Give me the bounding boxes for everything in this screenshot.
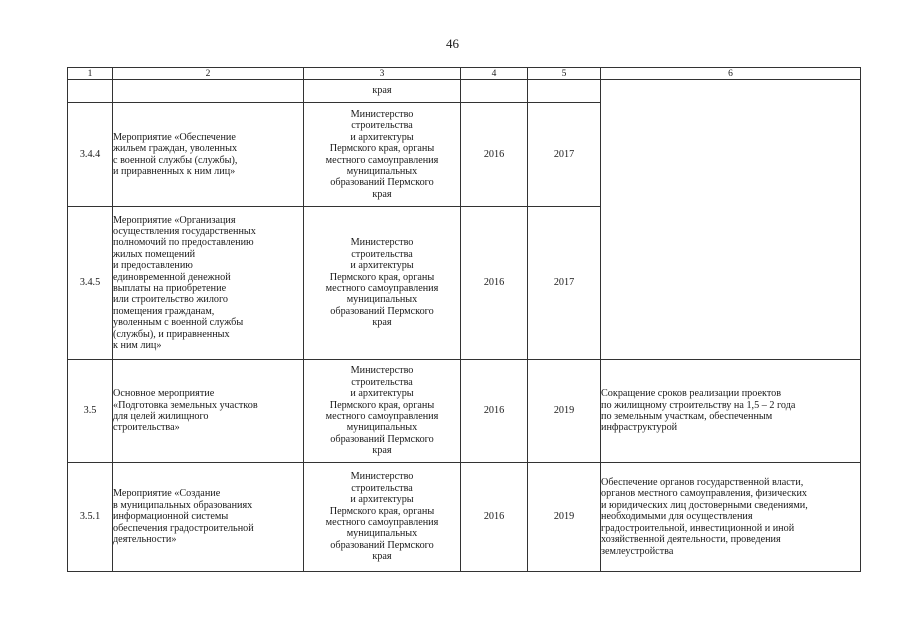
text-line: Сокращение сроков реализации проектов <box>601 388 782 400</box>
result-cell-empty <box>601 80 861 360</box>
text-line: Министерство <box>350 365 414 377</box>
text-line: по земельным участкам, обеспеченным <box>601 411 773 422</box>
text-line: местного самоуправления <box>325 283 439 294</box>
continuation-text: края <box>304 80 461 103</box>
text-line: Министерство <box>350 237 414 249</box>
text-line: осуществления государственных <box>113 225 256 237</box>
item-executor <box>304 463 461 572</box>
text-line: органов местного самоуправления, физических <box>601 488 807 500</box>
text-line: полномочий по предоставлению <box>113 237 254 249</box>
text-line: помещения гражданам, <box>113 305 215 317</box>
text-line: местного самоуправления <box>325 411 439 422</box>
year-end: 2019 <box>528 463 601 572</box>
text-line: муниципальных <box>346 528 418 540</box>
text-line: края <box>372 551 392 563</box>
text-line: и приравненных к ним лиц» <box>113 165 236 177</box>
year-end: 2017 <box>528 103 601 207</box>
text-line: с военной службы (службы), <box>113 154 238 166</box>
item-result <box>601 463 861 572</box>
text-line: муниципальных <box>346 165 418 177</box>
column-header: 3 <box>304 68 461 80</box>
table-cell <box>528 80 601 103</box>
text-line: хозяйственной деятельности, проведения <box>601 534 781 546</box>
text-line: единовременной денежной <box>113 271 231 283</box>
text-line: Мероприятие «Организация <box>113 214 236 226</box>
table-cell <box>113 80 304 103</box>
text-line: жильем граждан, уволенных <box>113 143 238 155</box>
item-number: 3.5.1 <box>68 463 113 572</box>
text-line: муниципальных <box>346 422 418 434</box>
text-line: Основное мероприятие <box>113 388 215 400</box>
text-line: выплаты на приобретение <box>113 283 227 294</box>
item-executor <box>304 360 461 463</box>
column-number-row <box>68 68 861 80</box>
item-name <box>113 207 304 360</box>
text-line: и предоставлению <box>113 260 193 272</box>
year-start: 2016 <box>461 207 528 360</box>
text-line: уволенным с военной службы <box>113 317 244 329</box>
text-line: Министерство <box>350 108 414 120</box>
text-line: жилых помещений <box>113 248 196 260</box>
program-table <box>67 67 861 572</box>
text-line: Пермского края, органы <box>329 271 435 283</box>
table-row <box>68 463 861 572</box>
text-line: Пермского края, органы <box>329 143 435 155</box>
text-line: образований Пермского <box>330 177 434 189</box>
column-header: 4 <box>461 68 528 80</box>
text-line: и архитектуры <box>350 260 414 272</box>
text-line: строительства <box>351 248 413 260</box>
item-name <box>113 463 304 572</box>
text-line: местного самоуправления <box>325 154 439 166</box>
year-end: 2017 <box>528 207 601 360</box>
text-line: Пермского края, органы <box>329 399 435 411</box>
item-result <box>601 360 861 463</box>
text-line: по жилищному строительству на 1,5 – 2 года <box>601 399 796 411</box>
column-header: 1 <box>68 68 113 80</box>
column-header: 2 <box>113 68 304 80</box>
table-cell <box>68 80 113 103</box>
text-line: образований Пермского <box>330 539 434 551</box>
continuation-row <box>68 80 861 103</box>
text-line: (службы), и приравненных <box>113 328 230 340</box>
text-line: для целей жилищного <box>113 411 209 422</box>
item-number: 3.4.5 <box>68 207 113 360</box>
item-executor <box>304 103 461 207</box>
text-line: или строительство жилого <box>113 294 229 306</box>
text-line: градостроительной, инвестиционной и иной <box>601 522 795 534</box>
text-line: образований Пермского <box>330 305 434 317</box>
table-cell <box>461 80 528 103</box>
text-line: необходимыми для осуществления <box>601 511 753 523</box>
text-line: Пермского края, органы <box>329 505 435 517</box>
year-start: 2016 <box>461 103 528 207</box>
text-line: обеспечения градостроительной <box>113 522 254 534</box>
text-line: края <box>372 317 392 329</box>
text-line: муниципальных <box>346 294 418 306</box>
year-start: 2016 <box>461 463 528 572</box>
item-name <box>113 103 304 207</box>
item-number: 3.4.4 <box>68 103 113 207</box>
text-line: к ним лиц» <box>113 340 162 352</box>
item-name <box>113 360 304 463</box>
column-header: 6 <box>601 68 861 80</box>
text-line: в муниципальных образованиях <box>113 499 253 511</box>
text-line: деятельности» <box>113 534 177 546</box>
page-number: 46 <box>446 36 459 51</box>
text-line: местного самоуправления <box>325 517 439 528</box>
text-line: Мероприятие «Создание <box>113 488 221 500</box>
text-line: и юридических лиц достоверными сведениями, <box>601 499 808 511</box>
item-executor <box>304 207 461 360</box>
text-line: информационной системы <box>113 511 229 523</box>
text-line: Обеспечение органов государственной власти, <box>601 477 804 489</box>
text-line: инфраструктурой <box>601 422 678 434</box>
text-line: строительства» <box>113 422 180 434</box>
year-end: 2019 <box>528 360 601 463</box>
text-line: «Подготовка земельных участков <box>113 399 258 411</box>
text-line: края <box>372 188 392 200</box>
text-line: и архитектуры <box>350 494 414 506</box>
text-line: образований Пермского <box>330 433 434 445</box>
text-line: строительства <box>351 482 413 494</box>
item-number: 3.5 <box>68 360 113 463</box>
column-header: 5 <box>528 68 601 80</box>
text-line: и архитектуры <box>350 131 414 143</box>
text-line: Министерство <box>350 471 414 483</box>
text-line: строительства <box>351 120 413 132</box>
table-row <box>68 360 861 463</box>
text-line: края <box>372 445 392 457</box>
text-line: строительства <box>351 376 413 388</box>
year-start: 2016 <box>461 360 528 463</box>
text-line: землеустройства <box>601 545 674 557</box>
text-line: Мероприятие «Обеспечение <box>113 131 236 143</box>
text-line: и архитектуры <box>350 388 414 400</box>
